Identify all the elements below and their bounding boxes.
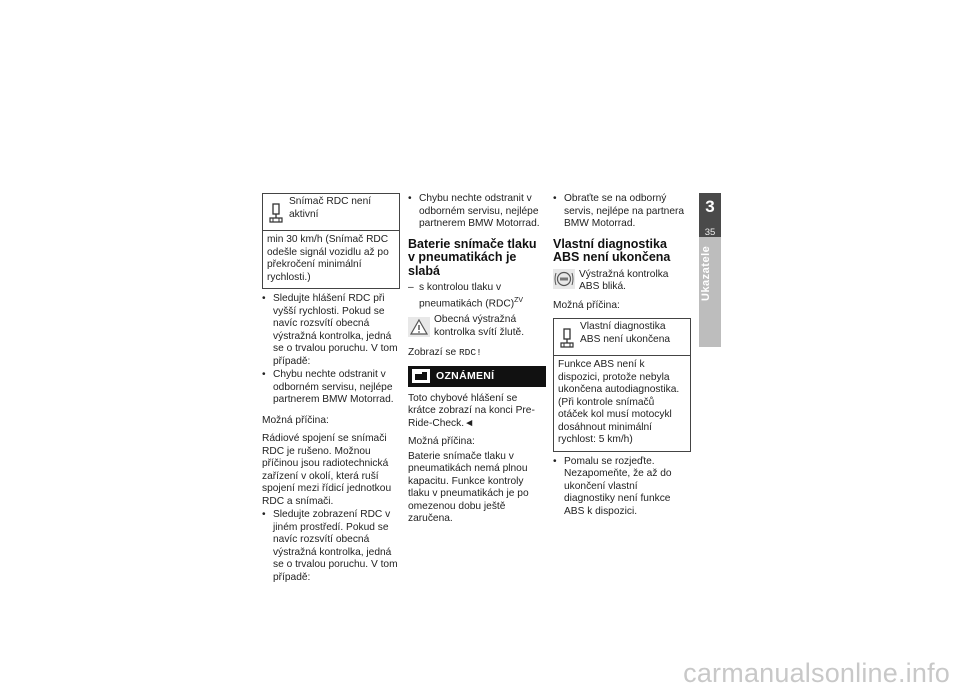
box-title: Vlastní diagnostika ABS není ukončena (580, 321, 671, 345)
list-item: • Sledujte hlášení RDC při vyšší rychlosti. Pokud se navíc rozsvítí obecná výstražná kontrolka, jedná se o trvalou poruchu. V tom případě: (262, 293, 398, 367)
section-heading: Vlastní diagnostika ABS není ukončena (553, 236, 671, 264)
abs-diagnosis-box (553, 318, 691, 452)
notice-bar (408, 366, 546, 387)
list-item: • Chybu nechte odstranit v odborném servisu, nejlépe partnerem BMW Motorrad. (262, 369, 394, 405)
cause-text: Rádiové spojení se snímači RDC je rušeno. Možnou příčinou jsou radiotechnická zařízení v okolí, která ruší spojení mezi řídicí jednotkou RDC a snímači. (262, 433, 392, 507)
tire-sensor-icon (558, 327, 576, 349)
notice-title: OZNÁMENÍ (436, 370, 495, 383)
abs-text: Výstražná kontrolka ABS bliká. (579, 268, 669, 292)
box-body: min 30 km/h (Snímač RDC odešle signál vozidlu až po překročení minimální rychlosti.) (267, 234, 389, 283)
page-number: 35 (704, 227, 716, 238)
warning-triangle-icon (408, 317, 430, 337)
list-item: • Chybu nechte odstranit v odborném servisu, nejlépe partnerem BMW Motorrad. (408, 193, 540, 229)
notice-text: Toto chybové hlášení se krátce zobrazí na konci Pre-Ride-Check.◄ (408, 392, 535, 429)
cause-label: Možná příčina: (262, 414, 329, 426)
end-mark: ◄ (464, 417, 475, 429)
chapter-label: Ukazatele (700, 245, 712, 301)
rdc-inactive-box (262, 193, 400, 289)
column-2 (408, 193, 546, 532)
display-line: Zobrazí se RDC! (408, 347, 482, 359)
abs-warning-row (553, 269, 691, 294)
warning-row (408, 314, 546, 339)
list-item: • Sledujte zobrazení RDC v jiném prostředí. Pokud se navíc rozsvítí obecná výstražná kontrolka, jedná se o trvalou poruchu. V tom případě: (262, 509, 398, 583)
cause-text: Baterie snímače tlaku v pneumatikách nemá plnou kapacitu. Funkce kontroly tlaku v pneumatikách je po omezenou dobu ještě zaručena. (408, 450, 529, 525)
chapter-number: 3 (705, 197, 715, 216)
list-item: • Pomalu se rozjeďte. Nezapomeňte, že až do ukončení vlastní diagnostiky není funkce ABS k dispozici. (553, 455, 672, 517)
warning-text: Obecná výstražná kontrolka svítí žlutě. (434, 314, 525, 338)
list-item: • Obraťte se na odborný servis, nejlépe na partnera BMW Motorrad. (553, 193, 685, 229)
chapter-tab (699, 193, 721, 237)
cause-label: Možná příčina: (553, 299, 620, 311)
display-code: RDC! (458, 347, 482, 359)
column-1 (262, 193, 400, 585)
section-heading: Baterie snímače tlaku v pneumatikách je slabá (408, 236, 537, 278)
box-title: Snímač RDC není aktivní (289, 196, 372, 220)
tire-sensor-icon (267, 202, 285, 224)
hand-pointer-icon (412, 369, 430, 383)
watermark: carmanualsonline.info (683, 657, 950, 688)
dash-item: – s kontrolou tlaku v pneumatikách (RDC)$^{ZV}$ (408, 282, 524, 309)
option-superscript: ZV (514, 296, 524, 304)
box-body: Funkce ABS není k dispozici, protože nebyla ukončena autodiagnostika. (Při kontrole snímačů otáček kol musí motocykl dosáhnout minimální rychlost: 5 km/h) (558, 359, 680, 445)
abs-icon (553, 269, 575, 289)
cause-label: Možná příčina: (408, 436, 475, 448)
column-3 (553, 193, 691, 519)
